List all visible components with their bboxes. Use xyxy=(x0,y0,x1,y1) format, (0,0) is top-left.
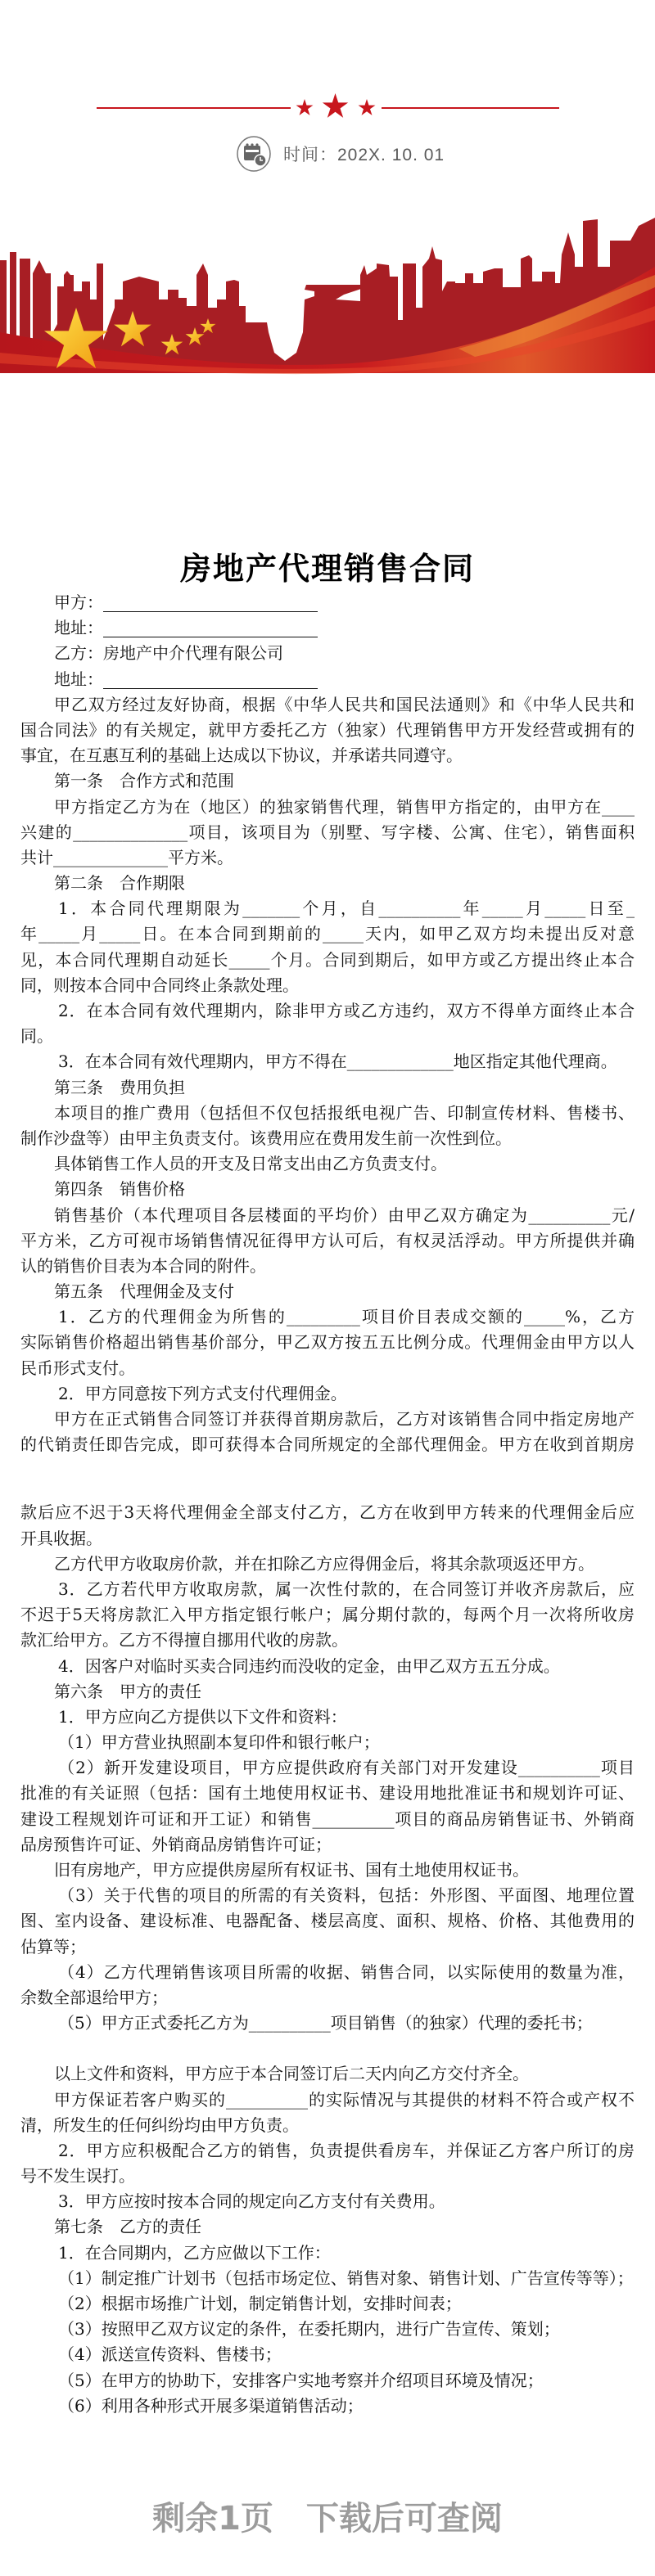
text-line: 甲方在正式销售合同签订并获得首期房款后，乙方对该销售合同中指定房地产 xyxy=(54,1409,635,1429)
text-line: 3．在本合同有效代理期内，甲方不得在_____________地区指定其他代理商。 xyxy=(58,1052,617,1072)
parties-block xyxy=(20,590,635,692)
paragraph xyxy=(20,1858,635,1883)
list-item xyxy=(20,1960,635,2011)
text-line: 的代销责任即告完成，即可获得本合同所规定的全部代理佣金。甲方在收到首期房 xyxy=(20,1434,635,1455)
text-line: 第六条 甲方的责任 xyxy=(54,1681,201,1701)
list-item xyxy=(20,896,635,998)
party-label: 地址： xyxy=(54,669,103,689)
text-line: 第二条 合作期限 xyxy=(54,873,185,894)
section-heading xyxy=(20,1075,635,1101)
text-line: 3．甲方应按时按本合同的规定向乙方支付有关费用。 xyxy=(58,2191,445,2212)
party-blank xyxy=(103,593,318,612)
document-title: 房地产代理销售合同 xyxy=(179,551,475,587)
section-heading xyxy=(20,768,635,794)
text-line: （3）关于代售的项目的所需的有关资料，包括：外形图、平面图、地理位置 xyxy=(58,1885,635,1906)
text-line: 2．在本合同有效代理期内，除非甲方或乙方违约，双方不得单方面终止本合 xyxy=(58,1001,635,1020)
star-icon xyxy=(296,99,314,115)
calendar-clock-icon xyxy=(236,136,272,172)
text-line: 4．因客户对临时买卖合同违约而没收的定金，由甲乙双方五五分成。 xyxy=(58,1655,560,1676)
text-line: 甲方保证若客户购买的__________的实际情况与其提供的材料不符合或产权不 xyxy=(54,2089,635,2110)
text-line: 甲方指定乙方为在（地区）的独家销售代理，销售甲方指定的，由甲方在____ xyxy=(54,796,635,817)
star-icon xyxy=(359,99,376,115)
text-line: 旧有房地产，甲方应提供房屋所有权证书、国有土地使用权证书。 xyxy=(54,1860,529,1880)
text-line: 建设工程规划许可证和开工证）和销售__________项目的商品房销售证书、外销商 xyxy=(20,1808,635,1829)
text-line: 甲乙双方经过友好协商，根据《中华人民共和国民法通则》和《中华人民共和 xyxy=(54,694,635,714)
text-line: （5）甲方正式委托乙方为__________项目销售（的独家）代理的委托书； xyxy=(58,2013,593,2033)
section-heading xyxy=(20,871,635,896)
text-line: 余数全部退给甲方； xyxy=(20,1987,168,2007)
list-item xyxy=(20,2011,635,2036)
list-item xyxy=(20,2342,635,2367)
text-line: 销售基价（本代理项目各层楼面的平均价）由甲乙双方确定为__________元/ xyxy=(54,1205,635,1225)
text-line: （1）制定推广计划书（包括市场定位、销售对象、销售计划、广告宣传等等）； xyxy=(58,2268,634,2288)
list-item xyxy=(20,2138,635,2189)
list-item xyxy=(20,2266,635,2291)
text-line: （1）甲方营业执照副本复印件和银行帐户； xyxy=(58,1732,380,1753)
text-line: （6）利用各种形式开展多渠道销售活动； xyxy=(58,2395,364,2416)
text-line: 年_____月_____日。在本合同到期前的_____天内，如甲乙双方均未提出反对意 xyxy=(20,924,635,944)
text-line: 1．甲方应向乙方提供以下文件和资料： xyxy=(58,1706,347,1727)
party-label: 甲方： xyxy=(54,592,103,612)
text-line: 第四条 销售价格 xyxy=(54,1179,185,1200)
section-heading xyxy=(20,1279,635,1304)
text-line: （5）在甲方的协助下，安排客户实地考察并介绍项目环境及情况； xyxy=(58,2370,544,2390)
party-field xyxy=(54,641,635,666)
text-line: （4）乙方代理销售该项目所需的收据、销售合同，以实际使用的数量为准， xyxy=(58,1961,635,1982)
text-line: 以上文件和资料，甲方应于本合同签订后二天内向乙方交付齐全。 xyxy=(54,2064,529,2084)
text-line: 2．甲方应积极配合乙方的销售，负责提供看房车，并保证乙方客户所订的房 xyxy=(58,2140,635,2160)
contract-body xyxy=(20,590,635,2419)
party-value: 房地产中介代理有限公司 xyxy=(103,643,283,664)
party-label: 乙方： xyxy=(54,643,103,664)
text-line: 民币形式支付。 xyxy=(20,1358,135,1378)
text-line: 本项目的推广费用（包括但不仅包括报纸电视广告、印制宣传材料、售楼书、 xyxy=(54,1102,635,1123)
text-line: 1．乙方的代理佣金为所售的_________项目价目表成交额的_____%，乙方 xyxy=(58,1307,635,1327)
section-heading xyxy=(20,2214,635,2240)
text-line: 第三条 费用负担 xyxy=(54,1077,185,1097)
paragraph xyxy=(20,1101,635,1151)
text-line: 同。 xyxy=(20,1026,53,1047)
text-line: 1．本合同代理期限为_______个月，自__________年_____月_____日至_ xyxy=(58,898,635,919)
list-item xyxy=(20,1705,635,1730)
text-line: 同，则按本合同中合同终止条款处理。 xyxy=(20,975,299,995)
text-line: 实际销售价格超出销售基价部分，甲乙双方按五五比例分成。代理佣金由甲方以人 xyxy=(20,1332,635,1353)
section-heading xyxy=(20,1177,635,1202)
list-item xyxy=(20,1755,635,1858)
paragraph xyxy=(20,2087,635,2138)
party-field xyxy=(54,590,635,615)
text-line: 第五条 代理佣金及支付 xyxy=(54,1281,234,1302)
paragraph xyxy=(20,1551,635,1577)
list-item xyxy=(20,1304,635,1381)
text-line: 款汇给甲方。乙方不得擅自挪用代收的房款。 xyxy=(20,1630,348,1651)
party-field xyxy=(54,667,635,692)
list-item xyxy=(20,2317,635,2342)
text-line: 平方米，乙方可视市场销售情况征得甲方认可后，有权灵活浮动。甲方所提供并确 xyxy=(20,1230,635,1250)
list-item xyxy=(20,2240,635,2266)
text-line: 2．甲方同意按下列方式支付代理佣金。 xyxy=(58,1383,347,1403)
list-item xyxy=(20,1883,635,1960)
text-line: 乙方代甲方收取房价款，并在扣除乙方应得佣金后，将其余款项返还甲方。 xyxy=(54,1553,594,1574)
text-line: （2）新开发建设项目，甲方应提供政府有关部门对开发建设__________项目 xyxy=(58,1758,635,1778)
text-line: 共计______________平方米。 xyxy=(20,847,233,867)
list-item xyxy=(20,1381,635,1407)
text-line: 1．在合同期内，乙方应做以下工作： xyxy=(58,2242,331,2263)
text-line: 不迟于5天将房款汇入甲方指定银行帐户；属分期付款的，每两个月一次将所收房 xyxy=(20,1605,635,1625)
city-skyline-banner xyxy=(0,209,655,377)
text-line: 估算等； xyxy=(20,1936,86,1957)
paragraph xyxy=(20,2061,635,2087)
party-label: 地址： xyxy=(54,618,103,638)
text-line: 具体销售工作人员的开支及日常支出由乙方负责支付。 xyxy=(54,1154,447,1174)
text-line: （4）派送宣传资料、售楼书； xyxy=(58,2344,282,2365)
text-line: 开具收据。 xyxy=(20,1528,102,1548)
section-heading xyxy=(20,1679,635,1705)
text-line: 清，所发生的任何纠纷均由甲方负责。 xyxy=(20,2114,299,2135)
party-blank xyxy=(103,619,318,637)
list-item xyxy=(20,1577,635,1654)
paragraphs-block xyxy=(20,692,635,2419)
text-line: （2）根据市场推广计划，制定销售计划，安排时间表； xyxy=(58,2294,462,2313)
list-item xyxy=(20,1049,635,1074)
list-item xyxy=(20,2394,635,2419)
party-field xyxy=(54,615,635,641)
text-line: 兴建的______________项目，该项目为（别墅、写字楼、公寓、住宅），销售面积 xyxy=(20,822,635,842)
text-line: 第一条 合作方式和范围 xyxy=(54,771,234,791)
star-icon xyxy=(323,93,348,118)
text-line: 见，本合同代理期自动延长_____个月。合同到期后，如甲方或乙方提出终止本合 xyxy=(20,949,635,970)
text-line: 认的销售价目表为本合同的附件。 xyxy=(20,1255,266,1276)
list-item xyxy=(20,2189,635,2214)
paragraph xyxy=(20,795,635,871)
list-item xyxy=(20,1654,635,1679)
list-item xyxy=(20,2368,635,2394)
party-blank xyxy=(103,670,318,689)
text-line: 制作沙盘等）由甲主负责支付。该费用应在费用发生前一次性到位。 xyxy=(20,1128,512,1148)
text-line: 国合同法》的有关规定，就甲方委托乙方（独家）代理销售甲方开发经营或拥有的 xyxy=(20,719,635,740)
text-line: 批准的有关证照（包括：国有土地使用权证书、建设用地批准证书和规划许可证、 xyxy=(20,1783,635,1804)
date-label: 时间：202X. 10. 01 xyxy=(283,146,445,164)
remaining-pages-notice[interactable]: 剩余1页 下载后可查阅 xyxy=(152,2500,503,2538)
paragraph xyxy=(20,1203,635,1280)
list-item xyxy=(20,998,635,1049)
paragraph xyxy=(20,1151,635,1177)
text-line: 第七条 乙方的责任 xyxy=(54,2217,201,2237)
text-line: 3．乙方若代甲方收取房款，属一次性付款的，在合同签订并收齐房款后，应 xyxy=(58,1578,635,1599)
date-row xyxy=(236,136,445,172)
text-line: 事宜，在互惠互利的基础上达成以下协议，并承诺共同遵守。 xyxy=(20,745,463,766)
list-item xyxy=(20,2291,635,2317)
text-line: 图、室内设备、建设标准、电器配备、楼层高度、面积、规格、价格、其他费用的 xyxy=(20,1911,635,1931)
paragraph xyxy=(20,692,635,769)
list-item xyxy=(20,1730,635,1755)
paragraph xyxy=(20,1407,635,1551)
text-line: 号不发生误打。 xyxy=(20,2166,135,2186)
text-line: 品房预售许可证、外销商品房销售许可证； xyxy=(20,1834,332,1854)
header-divider-stars xyxy=(0,90,655,126)
text-line: 款后应不迟于3天将代理佣金全部支付乙方，乙方在收到甲方转来的代理佣金后应 xyxy=(20,1502,635,1523)
text-line: （3）按照甲乙双方议定的条件，在委托期内，进行广告宣传、策划； xyxy=(58,2319,560,2340)
